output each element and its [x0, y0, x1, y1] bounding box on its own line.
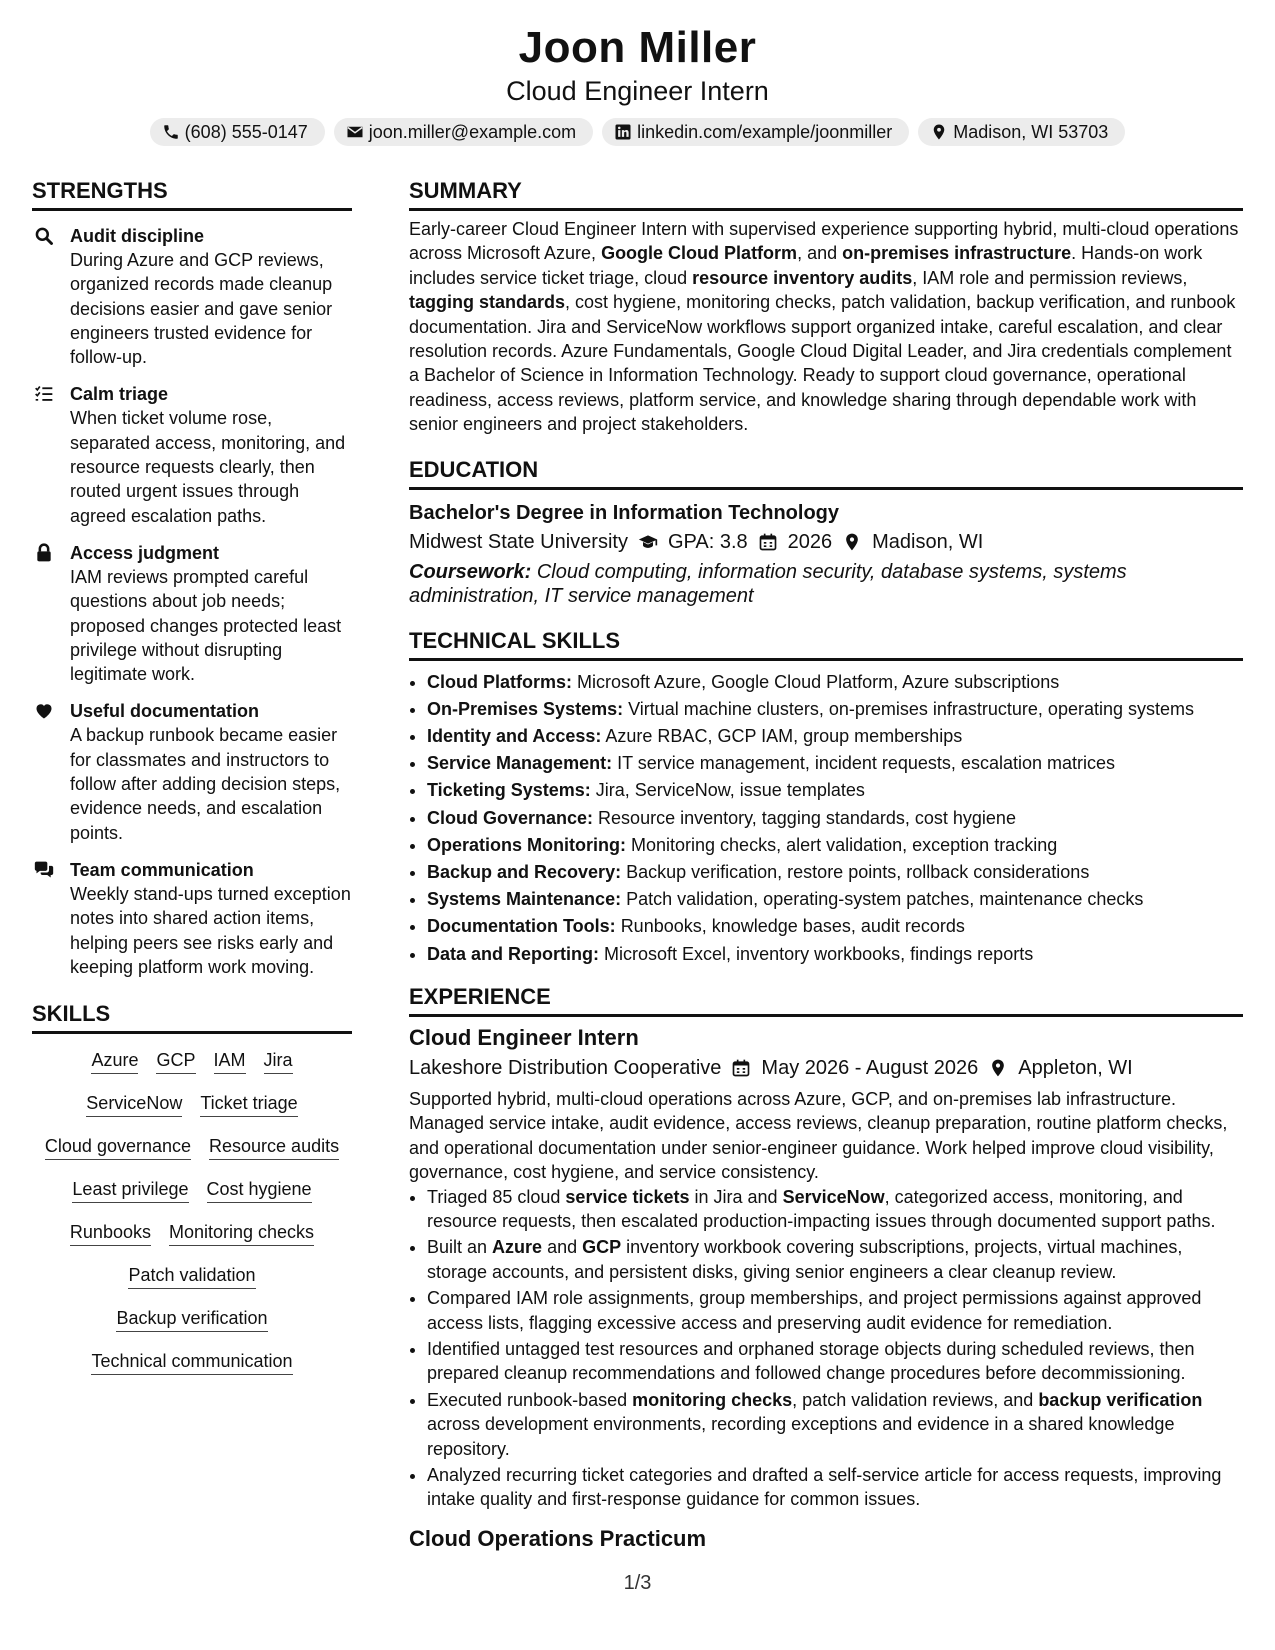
- linkedin-text: linkedin.com/example/joonmiller: [637, 122, 893, 142]
- list-item: [427, 1388, 1243, 1461]
- skill-label: Documentation Tools:: [427, 916, 616, 937]
- skill-tag: Backup verification: [116, 1306, 267, 1332]
- list-item: • Identified untagged test resources and orphaned storage objects during scheduled reviews, then prepared cleanup recommendations and followed change procedures before decommissioning.: [427, 1337, 1243, 1386]
- strength-name: Access judgment: [70, 542, 220, 563]
- list-check-icon: [34, 384, 54, 404]
- location-text: Madison, WI 53703: [953, 122, 1109, 142]
- skill-row: [32, 1349, 352, 1375]
- phone-icon: [162, 123, 180, 141]
- job-bullets: [409, 1185, 1243, 1512]
- skill-tag: ServiceNow: [86, 1091, 182, 1117]
- map-marker-icon: [842, 532, 862, 552]
- skill-label: Backup and Recovery:: [427, 862, 622, 883]
- summary-bold: tagging standards: [409, 292, 566, 313]
- candidate-title: Cloud Engineer Intern: [506, 76, 769, 106]
- skill-value: Monitoring checks, alert validation, exception tracking: [631, 834, 1058, 855]
- strength-item: [32, 699, 352, 844]
- list-item: [427, 886, 1243, 913]
- list-item: [427, 669, 1243, 696]
- skill-value: Jira, ServiceNow, issue templates: [595, 780, 865, 801]
- skill-label: Identity and Access:: [427, 726, 602, 747]
- strength-name: Useful documentation: [70, 701, 260, 722]
- list-item: [427, 941, 1243, 968]
- calendar-icon: [731, 1058, 751, 1078]
- bullet-bold: Azure: [492, 1237, 543, 1258]
- summary-part: . Hands-on work includes service ticket triage, cloud: [409, 243, 1203, 288]
- technical-skills-heading: TECHNICAL SKILLS: [409, 626, 1243, 661]
- skill-tag: Patch validation: [128, 1263, 255, 1289]
- strength-name: Calm triage: [70, 384, 169, 405]
- bullet-part: Triaged 85 cloud: [427, 1186, 566, 1207]
- bullet-part: inventory workbook covering subscriptions, projects, virtual machines, storage accounts, and persistent disks, giving senior engineers a clear cleanup review.: [427, 1237, 1183, 1282]
- contact-location: [918, 118, 1125, 146]
- list-item: • Analyzed recurring ticket categories and drafted a self-service article for access requests, improving intake quality and first-response guidance for common issues.: [427, 1463, 1243, 1512]
- skill-tag: Cloud governance: [45, 1134, 191, 1160]
- skill-label: Systems Maintenance:: [427, 889, 622, 910]
- skills-cloud: [32, 1048, 352, 1375]
- contact-email[interactable]: [334, 118, 593, 146]
- bullet-bold: monitoring checks: [632, 1389, 793, 1410]
- job-summary: Supported hybrid, multi-cloud operations across Azure, GCP, and on-premises lab infrastructure. Managed service intake, audit evidence, access reviews, cleanup preparation, routine platform checks, and operational documentation under senior-engineer guidance. Work helped improve cloud visibility, governance, cost hygiene, and service consistency.: [409, 1088, 1228, 1183]
- list-item: [427, 750, 1243, 777]
- lock-icon: [34, 543, 54, 563]
- job-title: Cloud Engineer Intern: [409, 1024, 639, 1050]
- resume-header: [0, 22, 1275, 146]
- skill-value: Patch validation, operating-system patches, maintenance checks: [626, 889, 1144, 910]
- bullet-bold: service tickets: [565, 1186, 690, 1207]
- strength-name: Team communication: [70, 859, 254, 880]
- strength-item: [32, 382, 352, 527]
- graduation-cap-icon: [638, 532, 658, 552]
- skill-value: Backup verification, restore points, rollback considerations: [626, 862, 1090, 883]
- coursework-label: Coursework:: [409, 560, 532, 583]
- education-details: [409, 528, 1243, 556]
- skill-value: IT service management, incident requests, escalation matrices: [617, 753, 1115, 774]
- summary-text: [409, 217, 1243, 437]
- phone-text: (608) 555-0147: [184, 122, 308, 142]
- skill-tag: Least privilege: [72, 1177, 188, 1203]
- skill-label: Service Management:: [427, 753, 613, 774]
- list-item: [427, 859, 1243, 886]
- strengths-heading: STRENGTHS: [32, 176, 352, 211]
- strength-item: [32, 858, 352, 979]
- strength-item: [32, 541, 352, 686]
- coursework-text: Cloud computing, information security, database systems, systems administration, IT service management: [409, 560, 1127, 607]
- skill-value: Microsoft Excel, inventory workbooks, findings reports: [604, 943, 1034, 964]
- contact-phone[interactable]: [150, 118, 325, 146]
- bullet-part: , categorized access, monitoring, and resource requests, then escalated production-impacting issues through documented support paths.: [427, 1186, 1216, 1231]
- candidate-name: Joon Miller: [518, 23, 757, 72]
- map-marker-icon: [930, 123, 948, 141]
- skill-tag: Technical communication: [91, 1349, 292, 1375]
- bullet-part: Executed runbook-based: [427, 1389, 633, 1410]
- bullet-part: Built an: [427, 1237, 493, 1258]
- bullet-part: in Jira and: [689, 1186, 783, 1207]
- technical-skills-section: [409, 626, 1243, 968]
- gpa: GPA: 3.8: [667, 530, 748, 553]
- job-details: [409, 1053, 1243, 1083]
- skill-tag: Jira: [264, 1048, 293, 1074]
- right-column: [409, 176, 1243, 1554]
- skill-tag: Azure: [91, 1048, 138, 1074]
- school-name: Midwest State University: [409, 530, 628, 553]
- skill-label: Data and Reporting:: [427, 943, 600, 964]
- heart-icon: [34, 701, 54, 721]
- left-column: [32, 176, 352, 1392]
- bullet-bold: ServiceNow: [782, 1186, 885, 1207]
- job-title: Cloud Operations Practicum: [409, 1525, 707, 1551]
- skill-label: Operations Monitoring:: [427, 834, 626, 855]
- skill-tag: IAM: [214, 1048, 246, 1074]
- strength-desc: When ticket volume rose, separated access, monitoring, and resource requests clearly, then routed urgent issues through agreed escalation paths.: [70, 408, 346, 526]
- bullet-bold: GCP: [582, 1237, 622, 1258]
- strength-desc: A backup runbook became easier for classmates and instructors to follow after adding decision steps, evidence needs, and escalation points.: [70, 725, 341, 843]
- list-item: [427, 913, 1243, 940]
- page-number: 1/3: [623, 1572, 652, 1594]
- skill-label: Ticketing Systems:: [427, 780, 591, 801]
- skills-heading: SKILLS: [32, 999, 352, 1034]
- skill-row: [32, 1177, 352, 1203]
- job-dates: May 2026 - August 2026: [761, 1056, 979, 1079]
- company-name: Lakeshore Distribution Cooperative: [409, 1056, 722, 1079]
- strength-desc: Weekly stand-ups turned exception notes into shared action items, helping peers see risks early and keeping platform work moving.: [70, 883, 351, 977]
- envelope-icon: [346, 123, 364, 141]
- skill-label: On-Premises Systems:: [427, 698, 624, 719]
- list-item: [427, 696, 1243, 723]
- bullet-part: across development environments, recording exceptions and evidence in a shared knowledge repository.: [427, 1414, 1175, 1459]
- contact-bar: [0, 118, 1275, 146]
- calendar-icon: [758, 532, 778, 552]
- skill-value: Microsoft Azure, Google Cloud Platform, Azure subscriptions: [577, 671, 1060, 692]
- skill-tag: Resource audits: [209, 1134, 339, 1160]
- job-location: Appleton, WI: [1018, 1056, 1133, 1079]
- skill-value: Virtual machine clusters, on-premises infrastructure, operating systems: [628, 698, 1195, 719]
- map-marker-icon: [988, 1058, 1008, 1078]
- list-item: • Compared IAM role assignments, group memberships, and project permissions against approved access lists, flagging excessive access and preserving audit evidence for remediation.: [427, 1286, 1243, 1335]
- bullet-part: , patch validation reviews, and: [792, 1389, 1039, 1410]
- summary-part: , cost hygiene, monitoring checks, patch validation, backup verification, and runbook documentation. Jira and ServiceNow workflows support organized intake, careful escalation, and clear resolution records. Azure Fundamentals, Google Cloud Digital Leader, and Jira credentials complement a Bachelor of Science in Information Technology. Ready to support cloud governance, operational readiness, access reviews, platform service, and knowledge sharing through dependable work with senior engineers and project stakeholders.: [409, 292, 1236, 435]
- skill-value: Azure RBAC, GCP IAM, group memberships: [605, 726, 963, 747]
- technical-skills-list: [409, 669, 1243, 968]
- skill-tag: GCP: [156, 1048, 195, 1074]
- skill-tag: Ticket triage: [200, 1091, 297, 1117]
- coursework: [409, 560, 1243, 608]
- strength-desc: IAM reviews prompted careful questions about job needs; proposed changes protected least privilege without disrupting legitimate work.: [70, 566, 342, 685]
- linkedin-icon: [614, 123, 632, 141]
- degree-title: Bachelor's Degree in Information Technology: [409, 501, 840, 524]
- summary-part: Early-career Cloud Engineer Intern with supervised experience supporting hybrid, multi-cloud operations across Microsoft Azure,: [409, 219, 1239, 264]
- skill-value: Resource inventory, tagging standards, cost hygiene: [598, 807, 1016, 828]
- experience-section: [409, 982, 1243, 1554]
- skill-tag: Cost hygiene: [207, 1177, 312, 1203]
- skill-value: Runbooks, knowledge bases, audit records: [620, 916, 965, 937]
- strength-desc: During Azure and GCP reviews, organized records made cleanup decisions easier and gave senior engineers trusted evidence for follow-up.: [70, 250, 333, 368]
- skill-row: [32, 1048, 352, 1074]
- skill-tag: Monitoring checks: [169, 1220, 314, 1246]
- list-item: [427, 1185, 1243, 1234]
- summary-bold: on-premises infrastructure: [842, 243, 1072, 264]
- skill-label: Cloud Governance:: [427, 807, 594, 828]
- strength-item: [32, 224, 352, 369]
- skill-row: [32, 1091, 352, 1117]
- list-item: [427, 777, 1243, 804]
- summary-heading: SUMMARY: [409, 176, 1243, 211]
- education-section: [409, 455, 1243, 608]
- summary-part: , IAM role and permission reviews,: [912, 267, 1188, 288]
- list-item: [427, 805, 1243, 832]
- bullet-part: and: [542, 1237, 583, 1258]
- summary-part: , and: [797, 243, 843, 264]
- contact-linkedin[interactable]: [602, 118, 909, 146]
- comments-icon: [34, 860, 54, 880]
- skill-row: [32, 1220, 352, 1246]
- skill-row: [32, 1134, 352, 1160]
- graduation-year: 2026: [787, 530, 833, 553]
- search-icon: [34, 226, 54, 246]
- education-heading: EDUCATION: [409, 455, 1243, 490]
- experience-heading: EXPERIENCE: [409, 982, 1243, 1017]
- skill-tag: Runbooks: [70, 1220, 151, 1246]
- skill-row: [32, 1263, 352, 1289]
- list-item: [427, 723, 1243, 750]
- email-text: joon.miller@example.com: [368, 122, 577, 142]
- summary-bold: resource inventory audits: [692, 267, 913, 288]
- bullet-bold: backup verification: [1038, 1389, 1203, 1410]
- strength-name: Audit discipline: [70, 226, 205, 246]
- school-location: Madison, WI: [872, 530, 984, 553]
- summary-bold: Google Cloud Platform: [601, 243, 798, 264]
- skill-label: Cloud Platforms:: [427, 671, 573, 692]
- list-item: [427, 832, 1243, 859]
- skill-row: [32, 1306, 352, 1332]
- list-item: [427, 1235, 1243, 1284]
